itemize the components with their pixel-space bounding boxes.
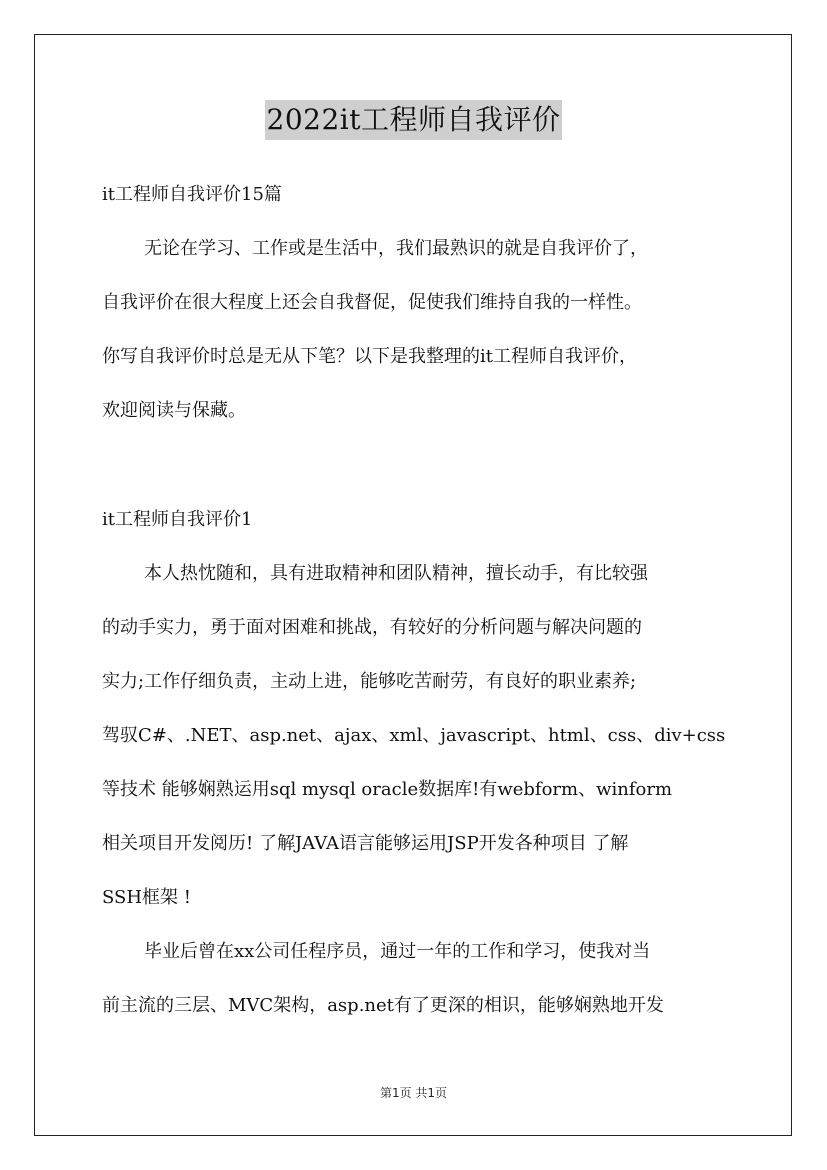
intro-line: 欢迎阅读与保藏。 bbox=[102, 400, 246, 421]
paragraph-line: 驾驭C#、.NET、asp.net、ajax、xml、javascript、html、css、div+css bbox=[102, 725, 726, 746]
page-footer bbox=[0, 1084, 827, 1101]
paragraph-line: 本人热忱随和，具有进取精神和团队精神，擅长动手，有比较强 bbox=[144, 563, 648, 584]
paragraph-line: 前主流的三层、MVC架构，asp.net有了更深的相识，能够娴熟地开发 bbox=[102, 995, 664, 1016]
intro-line: 你写自我评价时总是无从下笔？以下是我整理的it工程师自我评价， bbox=[102, 346, 637, 367]
document-title: 2022it工程师自我评价 bbox=[265, 100, 563, 140]
paragraph-line: 实力;工作仔细负责，主动上进，能够吃苦耐劳，有良好的职业素养; bbox=[102, 671, 637, 692]
intro-line: 自我评价在很大程度上还会自我督促，促使我们维持自我的一样性。 bbox=[102, 292, 642, 313]
paragraph-line: 毕业后曾在xx公司任程序员，通过一年的工作和学习，使我对当 bbox=[144, 941, 651, 962]
intro-line: 无论在学习、工作或是生活中，我们最熟识的就是自我评价了， bbox=[144, 238, 648, 259]
title-container bbox=[0, 100, 827, 140]
subtitle: it工程师自我评价15篇 bbox=[102, 184, 282, 205]
section-heading: it工程师自我评价1 bbox=[102, 509, 253, 530]
paragraph-line: 的动手实力，勇于面对困难和挑战，有较好的分析问题与解决问题的 bbox=[102, 617, 642, 638]
paragraph-line: 相关项目开发阅历! 了解JAVA语言能够运用JSP开发各种项目 了解 bbox=[102, 833, 629, 854]
paragraph-line: 等技术 能够娴熟运用sql mysql oracle数据库!有webform、winform bbox=[102, 779, 673, 800]
paragraph-line: SSH框架 ! bbox=[102, 887, 191, 908]
page-number: 第1页 共1页 bbox=[379, 1086, 448, 1100]
